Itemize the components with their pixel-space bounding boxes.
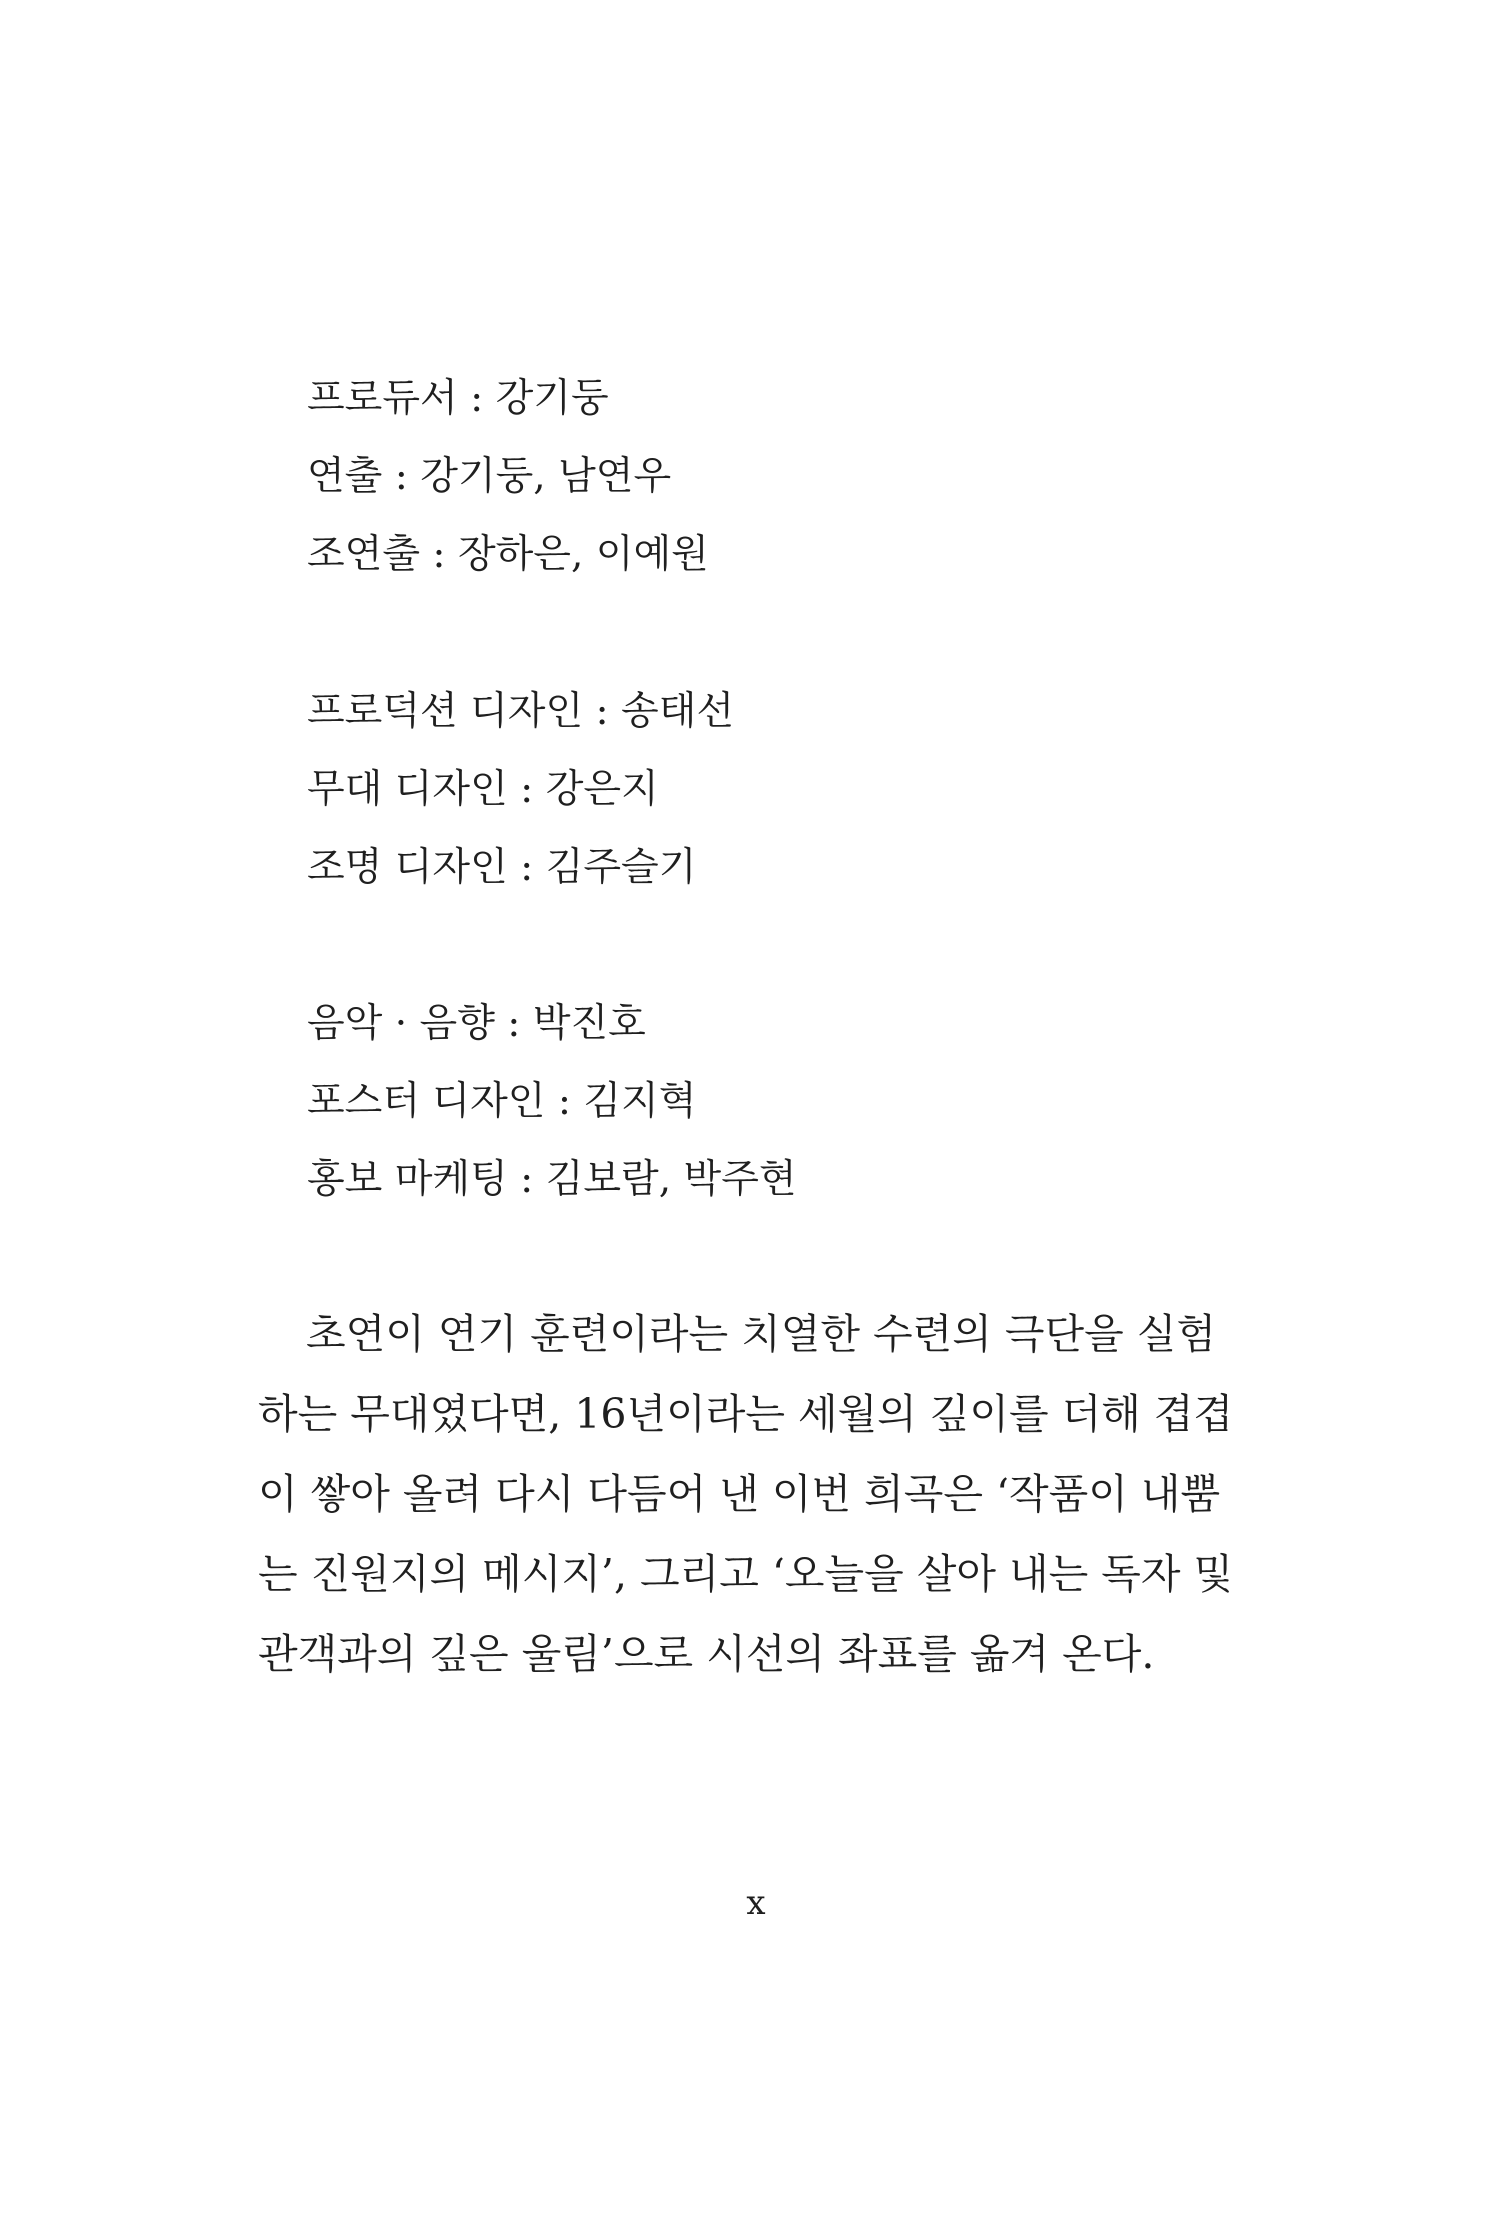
- credit-director: 연출 : 강기둥, 남연우: [307, 454, 672, 499]
- credits-group-directing: [307, 360, 1307, 594]
- paragraph-line: 하는 무대였다면, 16년이라는 세월의 깊이를 더해 겹겹: [258, 1390, 1234, 1438]
- page-number: x: [746, 1883, 766, 1923]
- credit-production-design: 프로덕션 디자인 : 송태선: [307, 689, 735, 734]
- credit-music-sound: 음악 · 음향 : 박진호: [307, 1001, 646, 1046]
- paragraph-line: 초연이 연기 훈련이라는 치열한 수련의 극단을 실험: [306, 1310, 1216, 1358]
- paragraph-line: 이 쌓아 올려 다시 다듬어 낸 이번 희곡은 ‘작품이 내뿜: [258, 1470, 1221, 1518]
- credit-lighting-design: 조명 디자인 : 김주슬기: [307, 845, 697, 890]
- credit-producer: 프로듀서 : 강기둥: [307, 376, 609, 421]
- credit-poster-design: 포스터 디자인 : 김지혁: [307, 1079, 697, 1124]
- credit-marketing: 홍보 마케팅 : 김보람, 박주현: [307, 1157, 797, 1202]
- credit-stage-design: 무대 디자인 : 강은지: [307, 767, 659, 812]
- credits-group-design: [307, 673, 1307, 907]
- credit-assistant-director: 조연출 : 장하은, 이예원: [307, 532, 709, 577]
- paragraph-line: 관객과의 깊은 울림’으로 시선의 좌표를 옮겨 온다.: [258, 1630, 1155, 1678]
- body-paragraph: [258, 1294, 1234, 1694]
- paragraph-line: 는 진원지의 메시지’, 그리고 ‘오늘을 살아 내는 독자 및: [258, 1550, 1234, 1598]
- credits-group-promotion: [307, 985, 1307, 1219]
